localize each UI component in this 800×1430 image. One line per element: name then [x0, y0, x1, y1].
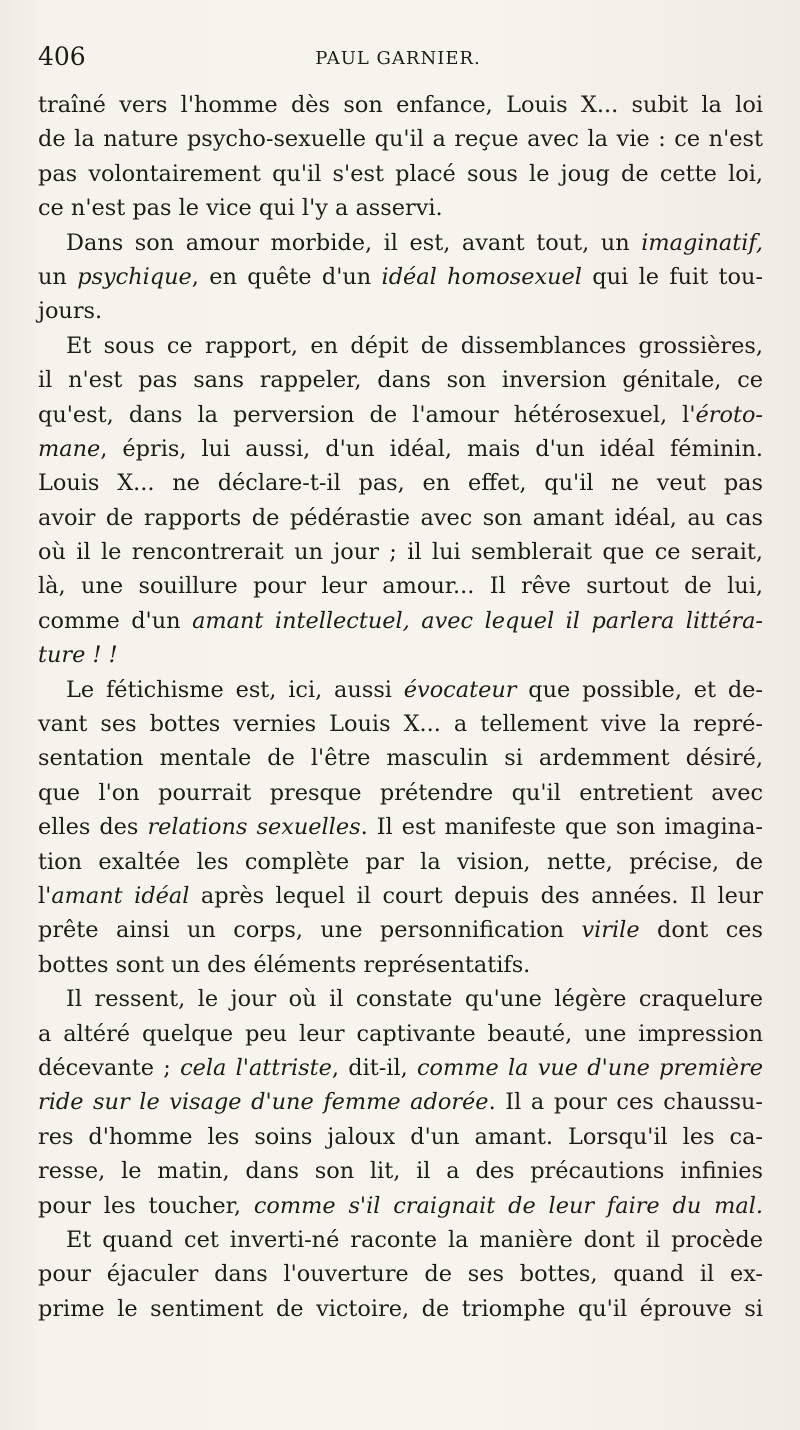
text-line: [38, 1051, 763, 1085]
text-segment: traîné vers l'homme dès son enfance, Louis X... subit la loi: [38, 92, 763, 118]
text-segment: de la nature psycho-sexuelle qu'il a reçue avec la vie : ce n'est: [38, 126, 763, 153]
text-line: [38, 948, 763, 982]
text-line: [38, 432, 763, 466]
text-line: [38, 741, 763, 775]
text-segment: que l'on pourrait presque prétendre qu'il entretient avec: [38, 779, 763, 806]
text-segment: qui le fuit tou-: [581, 263, 763, 290]
italic-text: ture ! !: [38, 642, 118, 669]
text-line: [38, 776, 763, 810]
text-segment: que possible, et de-: [516, 676, 763, 703]
text-segment: . Il a pour ces chaussu-: [488, 1089, 763, 1116]
text-segment: prête ainsi un corps, une personnification: [38, 917, 582, 944]
text-line: [38, 638, 763, 672]
text-line: [38, 535, 763, 569]
italic-text: comme la vue d'une première: [417, 1054, 763, 1081]
text-line: [38, 260, 763, 294]
text-segment: Et quand cet inverti-né raconte la manière dont il procède: [66, 1226, 763, 1253]
text-segment: pour les toucher,: [38, 1192, 254, 1219]
text-line: [38, 879, 763, 913]
text-segment: un: [38, 263, 78, 290]
text-line: [38, 501, 763, 535]
text-segment: pas volontairement qu'il s'est placé sous le joug de cette loi,: [38, 160, 763, 187]
italic-text: ride sur le visage d'une femme adorée: [38, 1089, 489, 1116]
text-segment: prime le sentiment de victoire, de triomphe qu'il éprouve si: [38, 1295, 763, 1322]
text-segment: où il le rencontrerait un jour ; il lui semblerait que ce serait,: [38, 539, 763, 566]
text-segment: bottes sont un des éléments représentatifs.: [38, 951, 531, 978]
text-line: [38, 1292, 763, 1326]
italic-text: évocateur: [403, 676, 517, 703]
text-segment: , en quête d'un: [191, 263, 382, 290]
italic-text: idéal homosexuel: [381, 263, 582, 290]
text-line: [38, 191, 763, 225]
text-segment: Il ressent, le jour où il constate qu'une légère craquelure: [66, 986, 763, 1013]
italic-text: virile: [581, 917, 640, 944]
text-line: [38, 1154, 763, 1188]
text-segment: Et sous ce rapport, en dépit de dissemblances grossières,: [66, 332, 763, 359]
text-line: [38, 1223, 763, 1257]
text-line: [38, 1189, 763, 1223]
text-line: [38, 810, 763, 844]
text-segment: après lequel il court depuis des années. Il leur: [189, 882, 763, 909]
body-text: [38, 88, 763, 1326]
text-line: [38, 294, 763, 328]
text-segment: vant ses bottes vernies Louis X... a tellement vive la repré-: [38, 711, 763, 738]
text-segment: resse, le matin, dans son lit, il a des précautions infinies: [38, 1158, 763, 1185]
text-segment: là, une souillure pour leur amour... Il rêve surtout de lui,: [38, 573, 763, 600]
italic-text: imaginatif,: [641, 229, 763, 256]
text-segment: décevante ;: [38, 1054, 181, 1081]
text-line: [38, 157, 763, 191]
text-segment: a altéré quelque peu leur captivante beauté, une impression: [38, 1020, 763, 1047]
text-line: [38, 398, 763, 432]
running-head: PAUL GARNIER.: [315, 48, 481, 69]
text-segment: tion exaltée les complète par la vision, nette, précise, de: [38, 848, 763, 875]
text-line: [38, 913, 763, 947]
text-segment: il n'est pas sans rappeler, dans son inversion génitale, ce: [38, 367, 763, 394]
text-line: [38, 329, 763, 363]
text-segment: Le fétichisme est, ici, aussi: [66, 676, 404, 703]
text-segment: elles des: [38, 814, 148, 841]
italic-text: amant intellectuel, avec lequel il parlera littéra-: [192, 607, 763, 634]
text-segment: res d'homme les soins jaloux d'un amant. Lorsqu'il les ca-: [38, 1123, 763, 1150]
text-segment: jours.: [38, 298, 103, 325]
text-segment: ce n'est pas le vice qui l'y a asservi.: [38, 195, 443, 222]
page-number: 406: [38, 42, 86, 71]
italic-text: éroto-: [695, 401, 763, 428]
text-segment: dont ces: [639, 917, 763, 944]
text-line: [38, 845, 763, 879]
text-line: [38, 707, 763, 741]
text-line: [38, 1120, 763, 1154]
italic-text: mane: [38, 435, 101, 462]
text-segment: , épris, lui aussi, d'un idéal, mais d'un idéal féminin.: [100, 435, 763, 462]
text-segment: . Il est manifeste que son imagina-: [360, 814, 763, 841]
text-line: [38, 122, 763, 156]
text-line: [38, 982, 763, 1016]
text-line: [38, 604, 763, 638]
text-line: [38, 466, 763, 500]
text-segment: l': [38, 882, 52, 909]
text-segment: , dit-il,: [331, 1054, 417, 1081]
text-line: [38, 1257, 763, 1291]
text-segment: Dans son amour morbide, il est, avant tout, un: [66, 229, 642, 256]
italic-text: cela l'attriste: [180, 1054, 332, 1081]
text-line: [38, 673, 763, 707]
text-line: [38, 569, 763, 603]
text-segment: avoir de rapports de pédérastie avec son amant idéal, au cas: [38, 504, 763, 531]
text-line: [38, 1017, 763, 1051]
text-line: [38, 88, 763, 122]
text-line: [38, 363, 763, 397]
text-line: [38, 1085, 763, 1119]
text-segment: comme d'un: [38, 607, 193, 634]
text-segment: qu'est, dans la perversion de l'amour hétérosexuel, l': [38, 401, 696, 428]
page-header: [38, 40, 758, 80]
italic-text: amant idéal: [51, 882, 190, 909]
italic-text: relations sexuelles: [147, 814, 361, 841]
text-segment: Louis X... ne déclare-t-il pas, en effet, qu'il ne veut pas: [38, 470, 763, 497]
text-segment: sentation mentale de l'être masculin si ardemment désiré,: [38, 745, 763, 772]
italic-text: comme s'il craignait de leur faire du mal.: [253, 1192, 763, 1219]
text-line: [38, 226, 763, 260]
italic-text: psychique: [77, 263, 192, 290]
text-segment: pour éjaculer dans l'ouverture de ses bottes, quand il ex-: [38, 1261, 763, 1288]
